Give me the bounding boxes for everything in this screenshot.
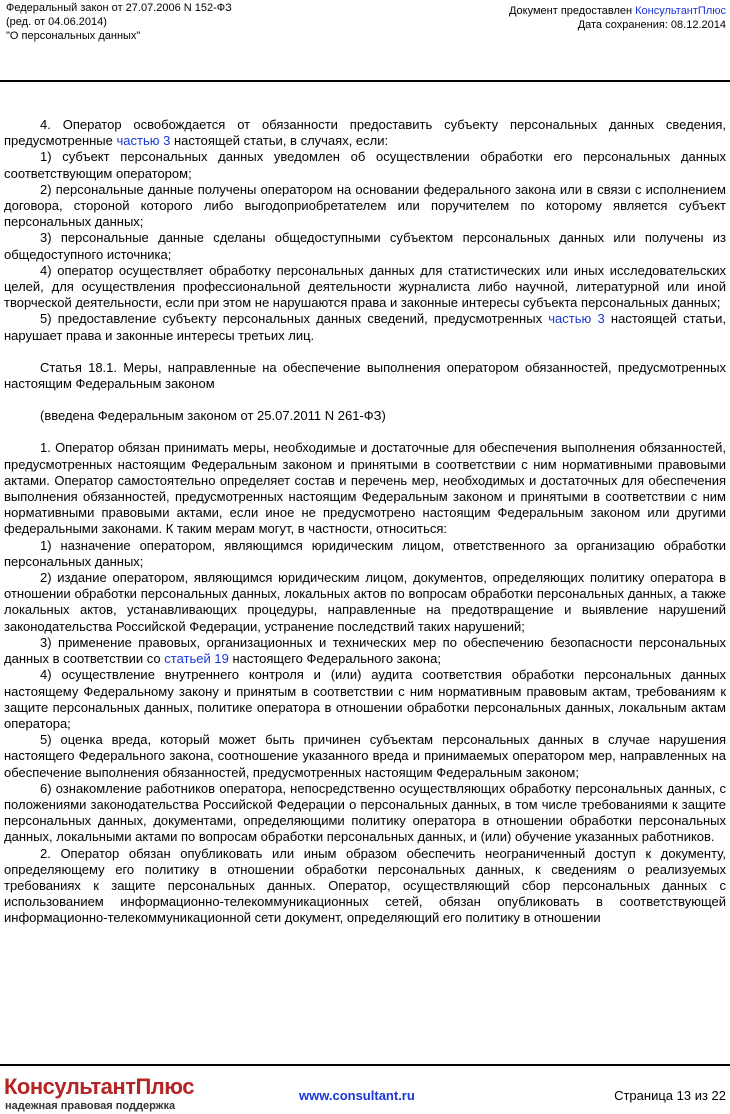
paragraph: 2. Оператор обязан опубликовать или иным образом обеспечить неограниченный доступ к документу, определяющему его политику в отношении обработки персональных данных, к сведениям о реализуемых требованиях к защите персональных данных. Оператор, осуществляющий сбор персональных данных с использованием информационно-телекоммуникационных сетей, обязан опубликовать в соответствующей информационно-телекоммуникационной сети документ, определяющий его политику в отношении bbox=[4, 845, 726, 926]
law-reference-link[interactable]: статьей 19 bbox=[164, 651, 229, 667]
header-revision: (ред. от 04.06.2014) bbox=[6, 16, 107, 28]
header-divider bbox=[0, 80, 730, 82]
law-reference-link[interactable]: частью 3 bbox=[548, 311, 605, 327]
paragraph: 4) оператор осуществляет обработку персональных данных для статистических или иных исследовательских целей, для осуществления профессиональной деятельности журналиста либо научной, литературной или иной творческой деятельности, если при этом не нарушаются права и законные интересы субъекта персональных данных; bbox=[4, 262, 726, 311]
site-url-link[interactable]: www.consultant.ru bbox=[299, 1088, 415, 1103]
paragraph: 2) персональные данные получены оператором на основании федерального закона или в связи с исполнением договора, стороной которого либо выгодоприобретателем или поручителем по которому является субъект персональных данных; bbox=[4, 181, 726, 230]
header-provider bbox=[509, 4, 726, 18]
header-law-name: "О персональных данных" bbox=[6, 30, 141, 42]
paragraph: 5) оценка вреда, который может быть причинен субъектам персональных данных в случае нарушения настоящего Федерального закона, соотношение указанного вреда и принимаемых оператором мер, направленных на обеспечение выполнения обязанностей, предусмотренных настоящим Федеральным законом; bbox=[4, 732, 726, 780]
consultant-logo[interactable] bbox=[4, 1075, 194, 1113]
header-brand-link[interactable]: КонсультантПлюс bbox=[635, 5, 726, 17]
header-provider-prefix: Документ предоставлен bbox=[508, 5, 636, 17]
paragraph: 4. Оператор освобождается от обязанности предоставить субъекту персональных данных сведения, предусмотренные частью 3 настоящей статьи, в случаях, если: bbox=[4, 117, 726, 149]
document-header-left bbox=[6, 1, 232, 43]
header-save-date: Дата сохранения: 08.12.2014 bbox=[577, 19, 726, 31]
article-title: Статья 18.1. Меры, направленные на обеспечение выполнения оператором обязанностей, предусмотренных настоящим Федеральным законом bbox=[4, 359, 726, 392]
paragraph: 3) применение правовых, организационных и технических мер по обеспечению безопасности персональных данных в соответствии со статьей 19 настоящего Федерального закона; bbox=[4, 634, 726, 667]
paragraph: 3) персональные данные сделаны общедоступными субъектом персональных данных или получены из общедоступного источника; bbox=[4, 230, 726, 262]
paragraph: 6) ознакомление работников оператора, непосредственно осуществляющих обработку персональных данных, с положениями законодательства Российской Федерации о персональных данных, в том числе требованиями к защите персональных данных, документами, определяющими политику оператора в отношении обработки персональных данных, локальными актами по вопросам обработки персональных данных, и (или) обучение указанных работников. bbox=[4, 780, 726, 845]
paragraph: 1. Оператор обязан принимать меры, необходимые и достаточные для обеспечения выполнения обязанностей, предусмотренных настоящим Федеральным законом и принятыми в соответствии с ним нормативными правовыми актами. Оператор самостоятельно определяет состав и перечень мер, необходимых и достаточных для обеспечения выполнения обязанностей, предусмотренных настоящим Федеральным законом и принятыми в соответствии с ним нормативными правовыми актами, если иное не предусмотрено настоящим Федеральным законом или другими федеральными законами. К таким мерам могут, в частности, относиться: bbox=[4, 440, 726, 537]
header-law-title: Федеральный закон от 27.07.2006 N 152-ФЗ bbox=[6, 2, 232, 14]
law-reference-link[interactable]: частью 3 bbox=[116, 133, 171, 149]
amendment-note: (введена Федеральным законом от 25.07.2011 N 261-ФЗ) bbox=[40, 408, 386, 424]
paragraph: 2) издание оператором, являющимся юридическим лицом, документов, определяющих политику оператора в отношении обработки персональных данных, локальных актов по вопросам обработки персональных данных, а также локальных актов, устанавливающих процедуры, направленные на предотвращение и выявление нарушений законодательства Российской Федерации, устранение последствий таких нарушений; bbox=[4, 570, 726, 634]
page-counter: Страница 13 из 22 bbox=[614, 1088, 726, 1103]
paragraph: 5) предоставление субъекту персональных данных сведений, предусмотренных частью 3 настоящей статьи, нарушает права и законные интересы третьих лиц. bbox=[4, 311, 726, 343]
paragraph: 1) назначение оператором, являющимся юридическим лицом, ответственного за организацию обработки персональных данных; bbox=[4, 537, 726, 569]
paragraph: 1) субъект персональных данных уведомлен об осуществлении обработки его персональных данных соответствующим оператором; bbox=[4, 149, 726, 181]
footer-divider bbox=[0, 1064, 730, 1066]
paragraph: 4) осуществление внутреннего контроля и (или) аудита соответствия обработки персональных данных настоящему Федеральному закону и принятым в соответствии с ним нормативным правовым актам, требованиям к защите персональных данных, политике оператора в отношении обработки персональных данных, локальным актам оператора; bbox=[4, 667, 726, 731]
document-body bbox=[4, 117, 726, 927]
logo-name: КонсультантПлюс bbox=[4, 1074, 194, 1099]
logo-tagline: надежная правовая поддержка bbox=[5, 1100, 176, 1112]
document-header-right bbox=[509, 4, 726, 32]
